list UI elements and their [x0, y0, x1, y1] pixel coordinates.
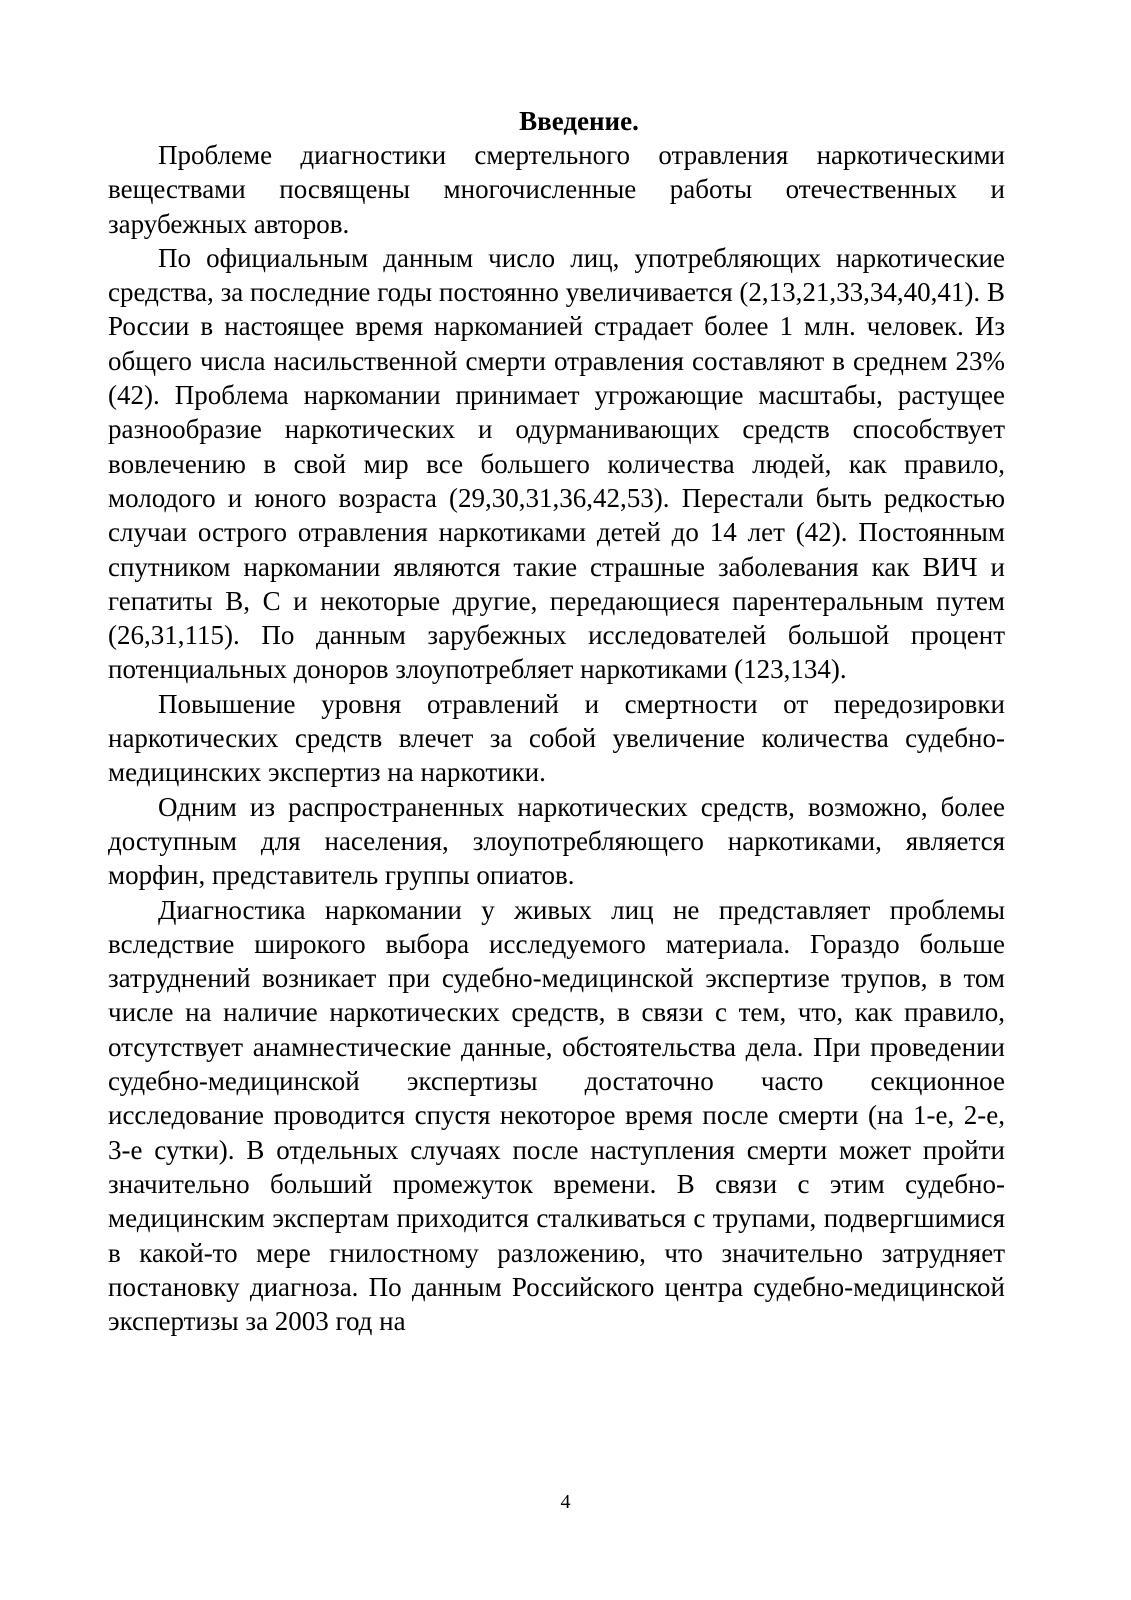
- paragraph-4: Одним из распространенных наркотических средств, возможно, более доступным для населения, злоупотребляющего наркотиками, является морфин, представитель группы опиатов.: [108, 791, 1005, 891]
- paragraph-5: Диагностика наркомании у живых лиц не представляет проблемы вследствие широкого выбора исследуемого материала. Гораздо больше затруднений возникает при судебно-медицинской экспертизе трупов, в том числе на наличие наркотических средств, в связи с тем, что, как правило, отсутствует анамнестические данные, обстоятельства дела. При проведении судебно-медицинской экспертизы достаточно часто секционное исследование проводится спустя некоторое время после смерти (на 1-е, 2-е, 3-е сутки). В отдельных случаях после наступления смерти может пройти значительно больший промежуток времени. В связи с этим судебно-медицинским экспертам приходится сталкиваться с трупами, подвергшимися в какой-то мере гнилостному разложению, что значительно затрудняет постановку диагноза. По данным Российского центра судебно-медицинской экспертизы за 2003 год на: [108, 894, 1005, 1337]
- page-content: [108, 104, 1005, 1338]
- paragraph-1: Проблеме диагностики смертельного отравления наркотическими веществами посвящены многочисленные работы отечественных и зарубежных авторов.: [108, 140, 1005, 239]
- paragraph-3: Повышение уровня отравлений и смертности от передозировки наркотических средств влечет за собой увеличение количества судебно-медицинских экспертиз на наркотики.: [108, 688, 1005, 788]
- section-title: Введение.: [519, 106, 639, 136]
- page-number: 4: [560, 1491, 571, 1513]
- paragraph-2: По официальным данным число лиц, употребляющих наркотические средства, за последние годы постоянно увеличивается (2,13,21,33,34,40,41). В России в настоящее время наркоманией страдает более 1 млн. человек. Из общего числа насильственной смерти отравления составляют в среднем 23% (42). Проблема наркомании принимает угрожающие масштабы, растущее разнообразие наркотических и одурманивающих средств способствует вовлечению в свой мир все большего количества людей, как правило, молодого и юного возраста (29,30,31,36,42,53). Перестали быть редкостью случаи острого отравления наркотиками детей до 14 лет (42). Постоянным спутником наркомании являются такие страшные заболевания как ВИЧ и гепатиты В, С и некоторые другие, передающиеся парентеральным путем (26,31,115). По данным зарубежных исследователей большой процент потенциальных доноров злоупотребляет наркотиками (123,134).: [108, 242, 1005, 685]
